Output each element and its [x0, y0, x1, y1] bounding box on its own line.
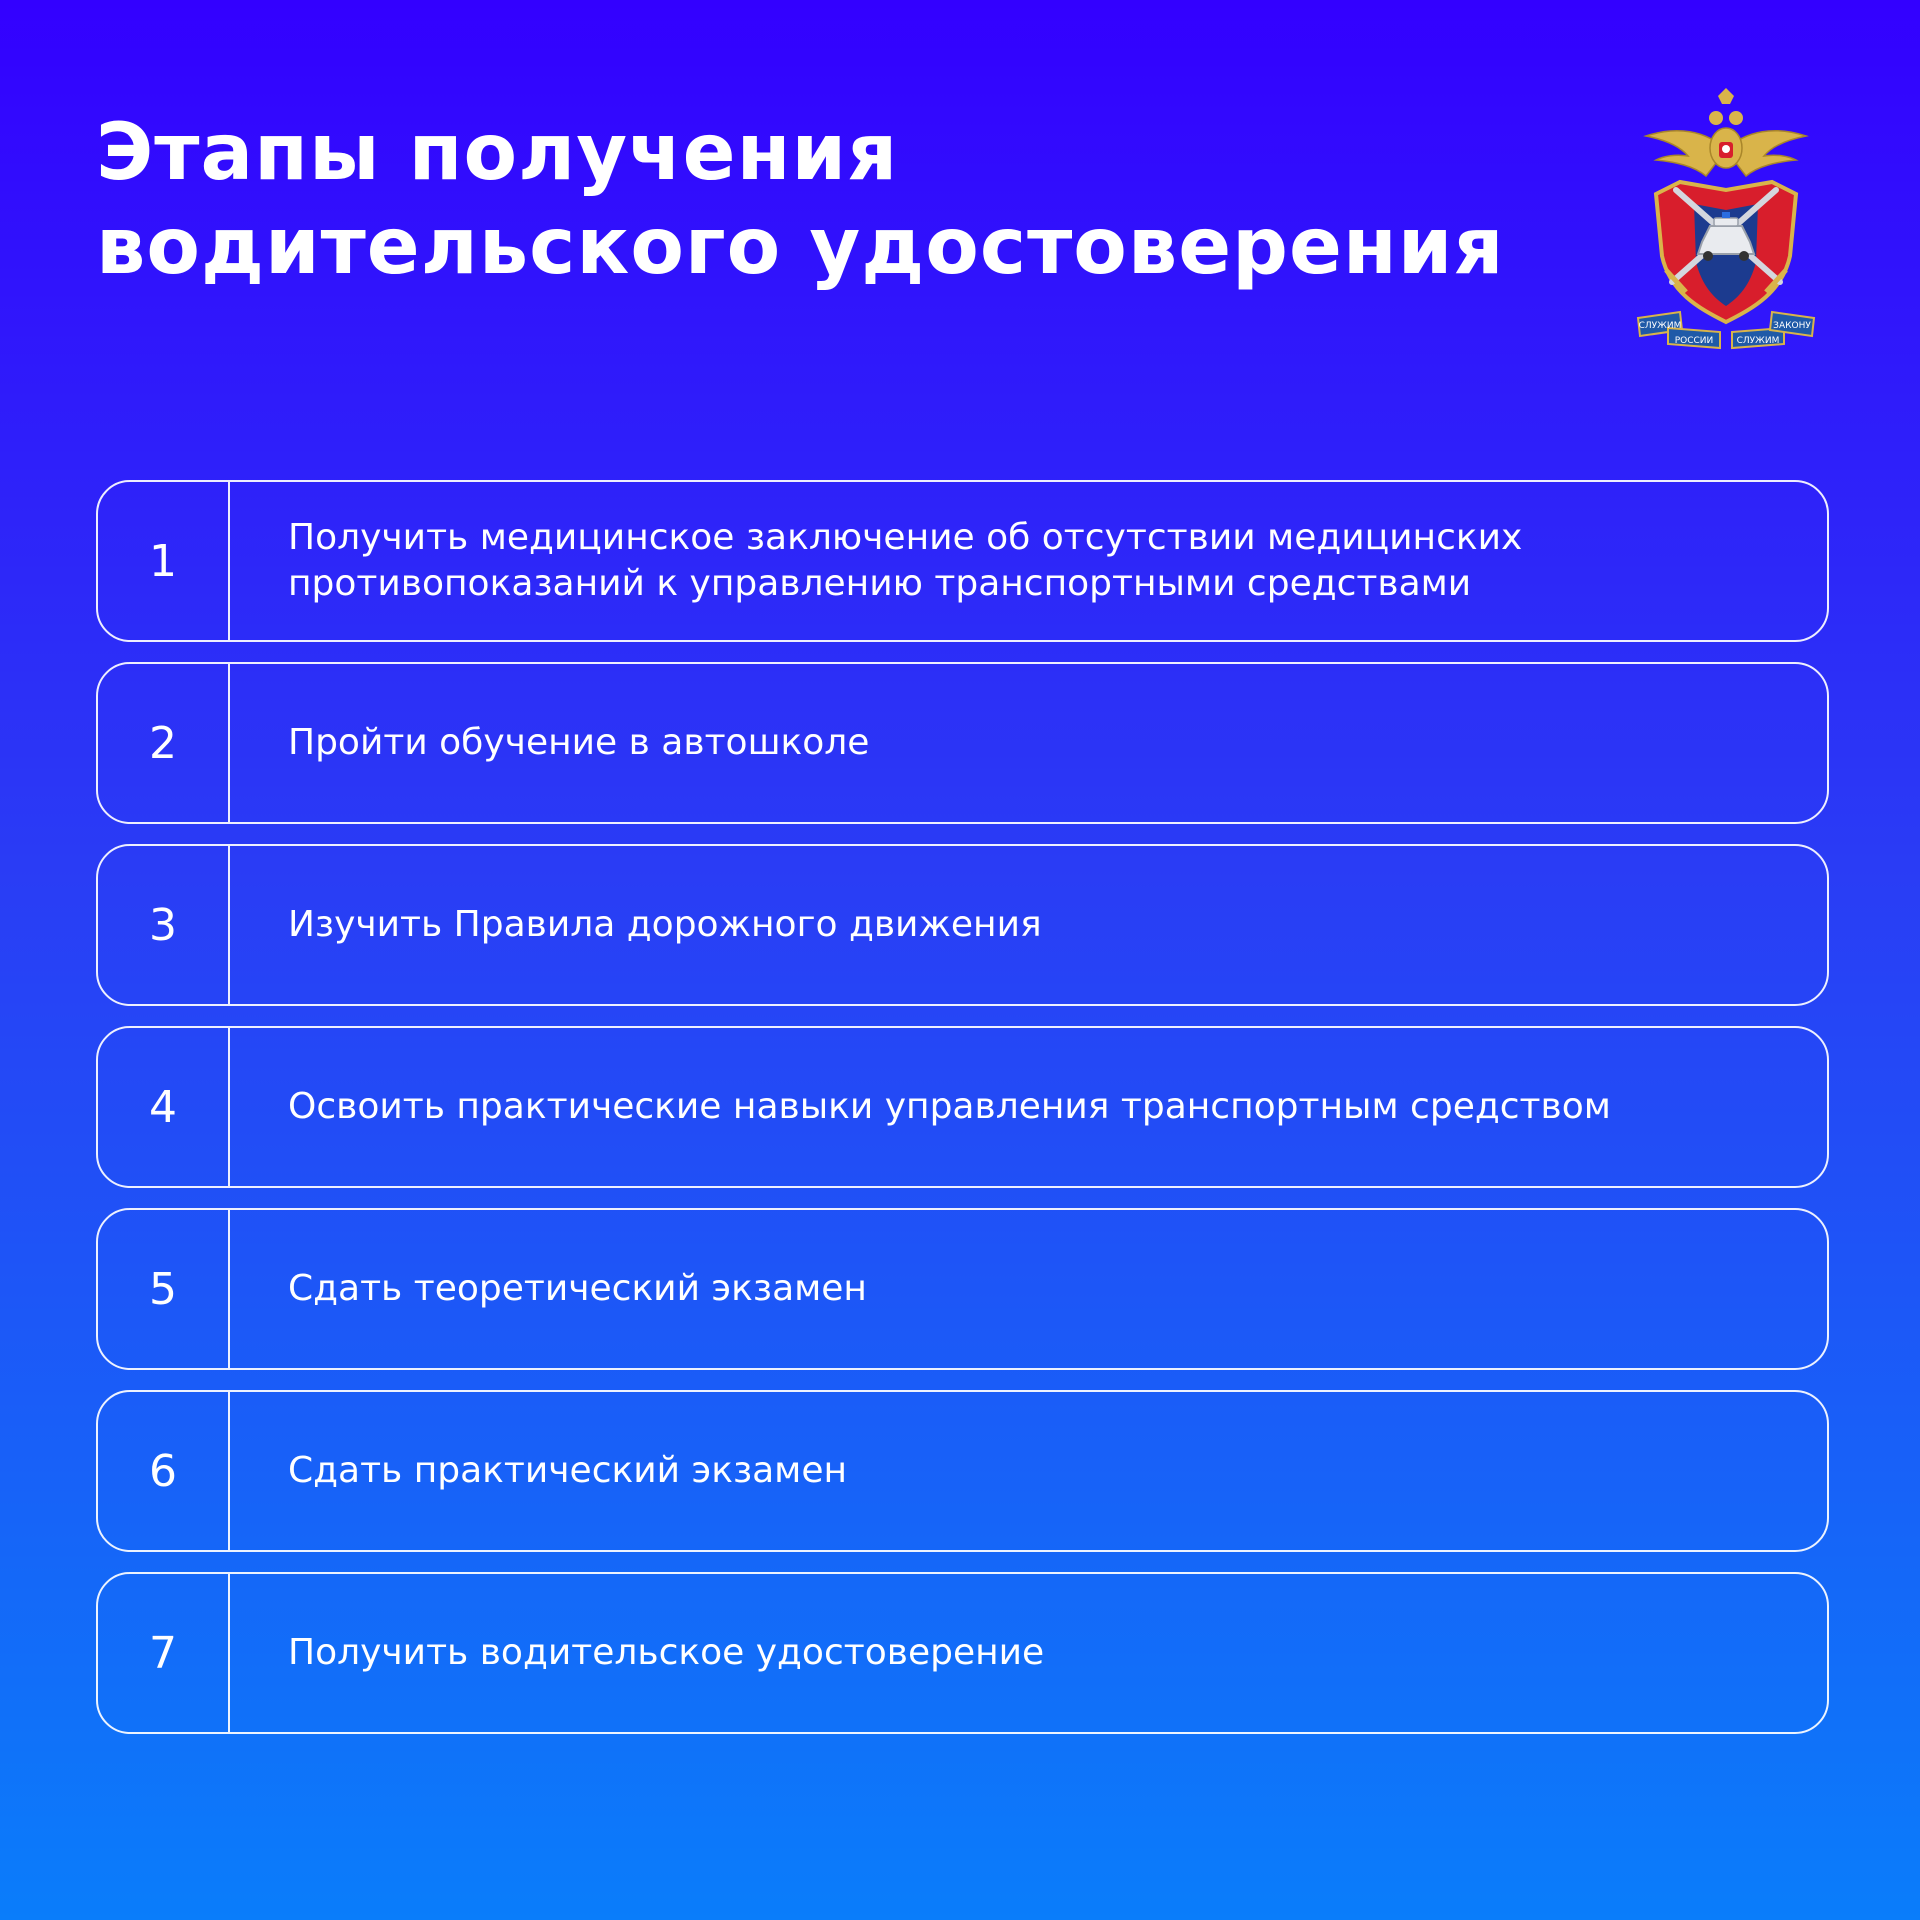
step-text: Сдать теоретический экзамен	[288, 1268, 867, 1309]
step-number: 3	[98, 846, 230, 1004]
step-text: Освоить практические навыки управления транспортным средством	[288, 1086, 1611, 1127]
steps-list	[96, 480, 1829, 1754]
eagle-icon	[1646, 88, 1806, 176]
step-number: 6	[98, 1392, 230, 1550]
svg-text:СЛУЖИМ: СЛУЖИМ	[1638, 321, 1682, 331]
step-item	[96, 1208, 1829, 1370]
svg-text:СЛУЖИМ: СЛУЖИМ	[1736, 336, 1780, 346]
step-text: Сдать практический экзамен	[288, 1450, 848, 1491]
page-title: Этапы получения водительского удостоверения	[96, 108, 1505, 292]
step-text: Получить водительское удостоверение	[288, 1632, 1045, 1673]
step-number: 2	[98, 664, 230, 822]
step-text: Изучить Правила дорожного движения	[288, 904, 1042, 945]
step-text: Получить медицинское заключение об отсутствии медицинских противопоказаний к управлению транспортными средствами	[288, 517, 1523, 604]
step-item	[96, 1572, 1829, 1734]
step-item	[96, 1390, 1829, 1552]
step-number: 1	[98, 482, 230, 640]
step-item	[96, 662, 1829, 824]
step-number: 5	[98, 1210, 230, 1368]
traffic-police-emblem-icon	[1636, 86, 1816, 352]
step-item	[96, 844, 1829, 1006]
svg-text:ЗАКОНУ: ЗАКОНУ	[1773, 321, 1811, 331]
step-number: 7	[98, 1574, 230, 1732]
step-text: Пройти обучение в автошколе	[288, 722, 870, 763]
step-item	[96, 1026, 1829, 1188]
step-number: 4	[98, 1028, 230, 1186]
step-item	[96, 480, 1829, 642]
svg-text:РОССИИ: РОССИИ	[1674, 336, 1714, 346]
shield-icon	[1656, 182, 1796, 322]
